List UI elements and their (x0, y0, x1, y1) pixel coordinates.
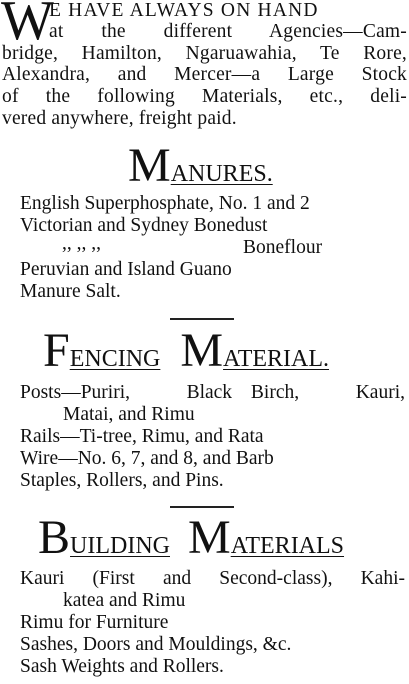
ditto-marks: ,, ,, ,, (62, 233, 101, 254)
list-item: Kauri (First and Second-class), Kahi- (20, 568, 405, 589)
list-item: Staples, Rollers, and Pins. (20, 470, 224, 491)
heading-small-caps: ATERIALS (230, 533, 345, 559)
list-item: Matai, and Rimu (63, 404, 195, 425)
intro-line: bridge, Hamilton, Ngaruawahia, Te Rore, (2, 43, 407, 64)
heading-capital: M (180, 324, 224, 377)
heading-capital: F (43, 324, 70, 377)
manures-heading (128, 139, 273, 192)
intro-second-line: at the different Agencies—Cam- (49, 21, 407, 42)
heading-capital: M (188, 511, 231, 564)
list-item: Boneflour (243, 237, 323, 258)
heading-capital: B (38, 511, 71, 564)
list-item: Victorian and Sydney Bonedust (20, 215, 268, 236)
intro-line: vered anywhere, freight paid. (2, 108, 237, 129)
section-divider (170, 318, 234, 320)
heading-small-caps: ANURES. (170, 161, 273, 187)
list-item: Sash Weights and Rollers. (20, 656, 224, 677)
section-divider (170, 506, 234, 508)
list-item: katea and Rimu (63, 590, 186, 611)
list-item: Peruvian and Island Guano (20, 259, 232, 280)
intro-line: of the following Materials, etc., deli- (2, 86, 407, 107)
heading-small-caps: UILDING (70, 533, 170, 559)
list-item: English Superphosphate, No. 1 and 2 (20, 193, 310, 214)
drop-cap: W (1, 0, 54, 52)
list-item: Sashes, Doors and Mouldings, &c. (20, 634, 292, 655)
list-item: Posts—Puriri, Black Birch, Kauri, (20, 382, 405, 403)
building-heading (38, 511, 345, 564)
list-item: Rimu for Furniture (20, 612, 169, 633)
intro-first-line: E HAVE ALWAYS ON HAND (49, 0, 319, 21)
list-item: Wire—No. 6, 7, and 8, and Barb (20, 448, 274, 469)
heading-capital: M (128, 139, 171, 192)
fencing-heading (43, 324, 330, 377)
list-item: Manure Salt. (20, 281, 121, 302)
heading-small-caps: ATERIAL. (223, 346, 330, 372)
intro-paragraph (0, 0, 409, 130)
list-item: Rails—Ti-tree, Rimu, and Rata (20, 426, 264, 447)
intro-line: Alexandra, and Mercer—a Large Stock (2, 64, 407, 85)
heading-small-caps: ENCING (69, 346, 161, 372)
